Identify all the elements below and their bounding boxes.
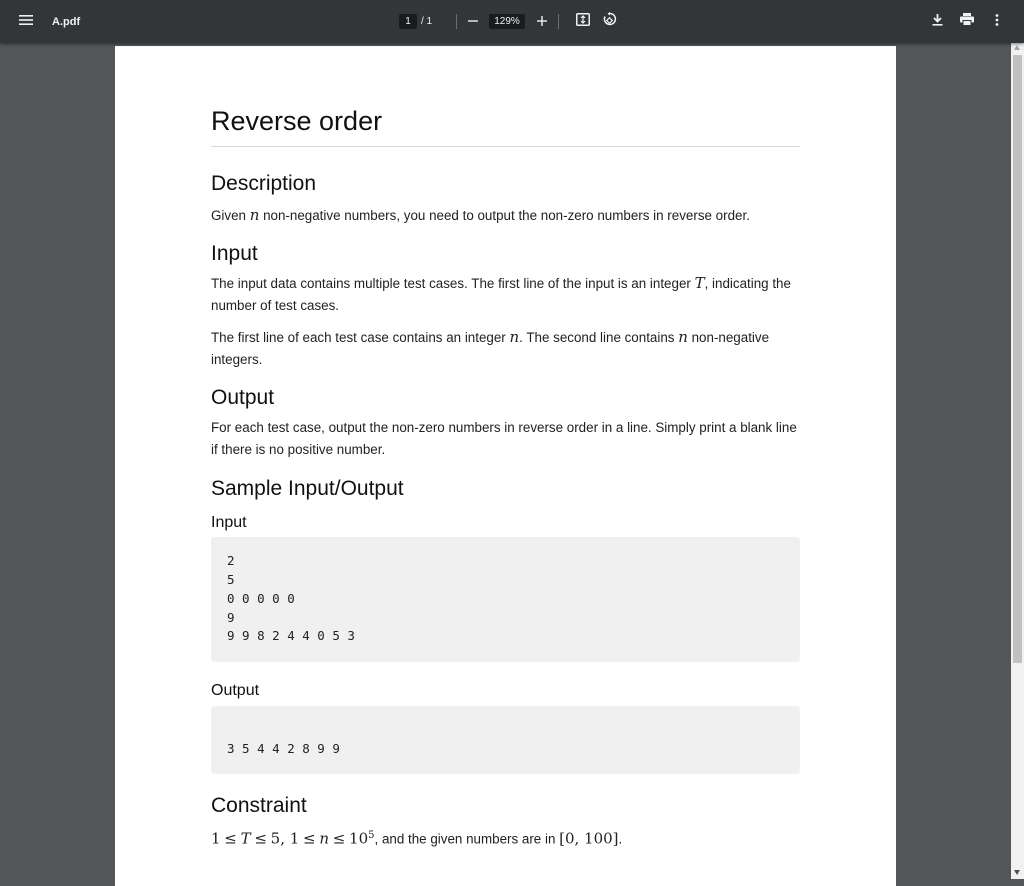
pdf-toolbar (0, 0, 1024, 43)
sample-heading: Sample Input/Output (211, 477, 404, 500)
code-line: 5 (227, 572, 235, 587)
rotate-icon (603, 12, 617, 31)
fit-page-icon (576, 13, 590, 31)
vertical-scrollbar[interactable] (1011, 43, 1024, 879)
sample-output-codeblock (211, 706, 800, 774)
more-options-button[interactable] (989, 0, 1005, 43)
zoom-out-button[interactable] (464, 0, 482, 43)
zoom-input[interactable]: 129% (489, 14, 525, 29)
zoom-in-button[interactable] (533, 0, 551, 43)
description-text: Given n non-negative numbers, you need to output the non-zero numbers in reverse order. (211, 206, 750, 224)
description-heading: Description (211, 172, 317, 195)
print-button[interactable] (957, 0, 977, 43)
constraint-text: 1 ≤ T ≤ 5, $1 \le n \le 10^5$, and the given numbers are in [0, 100]. (211, 829, 623, 848)
download-button[interactable] (928, 0, 946, 43)
title-divider (211, 146, 800, 147)
pdf-page (115, 46, 896, 886)
output-heading: Output (211, 386, 275, 409)
print-icon (960, 13, 974, 31)
zoom-in-icon (537, 13, 547, 31)
sample-input-label: Input (211, 514, 247, 531)
code-line: 2 (227, 553, 235, 568)
sample-output-label: Output (211, 682, 260, 699)
download-icon (932, 13, 943, 31)
input-heading: Input (211, 242, 258, 265)
scroll-up-arrow-icon[interactable] (1014, 45, 1020, 50)
code-line: 3 5 4 4 2 8 9 9 (227, 741, 340, 756)
constraint-heading: Constraint (211, 794, 307, 817)
document-title: Reverse order (211, 106, 383, 136)
output-text: For each test case, output the non-zero numbers in reverse order in a line. Simply print a blank line if there is no positive number. (211, 420, 797, 457)
input-paragraph-1: The input data contains multiple test cases. The first line of the input is an integer T, indicating the number of test cases. (211, 274, 791, 313)
scroll-down-arrow-icon[interactable] (1014, 870, 1020, 875)
more-options-icon (995, 13, 999, 31)
menu-icon (19, 13, 33, 31)
menu-button[interactable] (12, 0, 40, 43)
toolbar-divider (456, 14, 457, 29)
input-paragraph-2: The first line of each test case contains an integer n. The second line contains n non-negative integers. (211, 328, 770, 367)
page-number-input[interactable]: 1 (399, 14, 417, 29)
scrollbar-thumb[interactable] (1013, 55, 1022, 663)
page-total: / 1 (421, 16, 433, 27)
code-line: 9 (227, 610, 235, 625)
file-name: A.pdf (52, 15, 81, 28)
fit-page-button[interactable] (573, 0, 593, 43)
sample-input-codeblock (211, 537, 800, 662)
rotate-button[interactable] (600, 0, 620, 43)
code-line: 0 0 0 0 0 (227, 591, 295, 606)
zoom-out-icon (468, 13, 478, 31)
toolbar-divider (558, 14, 559, 29)
code-line: 9 9 8 2 4 4 0 5 3 (227, 628, 355, 643)
